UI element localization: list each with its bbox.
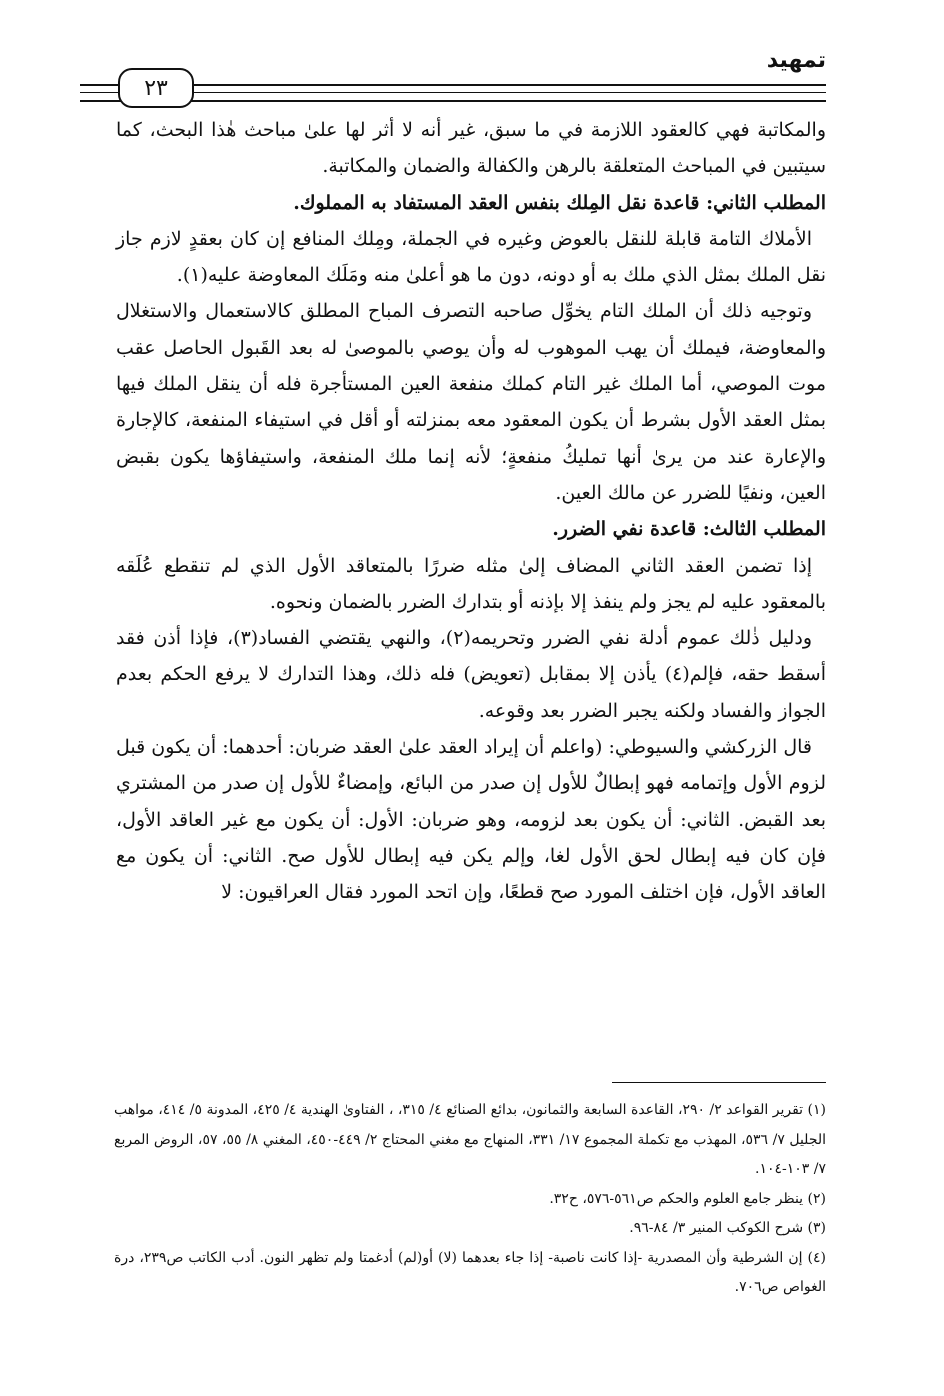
footnote-3: (٣) شرح الكوكب المنير ٣/ ٨٤-٩٦.	[629, 1220, 826, 1236]
section-heading-2: المطلب الثاني: قاعدة نقل المِلك بنفس العقد المستفاد به المملوك.	[293, 191, 826, 214]
paragraph-2: الأملاك التامة قابلة للنقل بالعوض وغيره في الجملة، ومِلك المنافع إن كان بعقدٍ لازم جاز نقل الملك بمثل الذي ملك به أو دونه، دون ما هو أعلىٰ منه ومَلَك المعاوضة عليه(١).	[116, 227, 826, 287]
page-number: ٢٣	[118, 68, 194, 108]
section-heading-3: المطلب الثالث: قاعدة نفي الضرر.	[552, 518, 826, 541]
paragraph-3: وتوجيه ذلك أن الملك التام يخوِّل صاحبه التصرف المباح المطلق كالاستعمال والاستغلال والمعاوضة، فيملك أن يهب الموهوب له وأن يوصي بالموصىٰ له بعد القَبول الحاصل عقب موت الموصي، أما الملك غير التام كملك منفعة العين المستأجرة فله أن ينقل الملك فيها بمثل العقد الأول بشرط أن يكون المعقود معه بمنزلته أو أقل في استيفاء المنفعة، كالإجارة والإعارة عند من يرىٰ أنها تمليكُ منفعةٍ؛ لأنه إنما ملك المنفعة، واستيفاؤها يكون بقبض العين، ونفيًا للضرر عن مالك العين.	[116, 300, 826, 504]
footnote-separator	[612, 1082, 826, 1083]
running-title: تمهيد	[766, 48, 826, 73]
footnote-4: (٤) إن الشرطية وأن المصدرية -إذا كانت ناصبة- إذا جاء بعدهما (لا) أو(لم) أدغمتا ولم تظهر النون. أدب الكاتب ص٢٣٩، درة الغواص ص٧٠٦.	[114, 1249, 826, 1295]
paragraph-6: قال الزركشي والسيوطي: (واعلم أن إيراد العقد علىٰ العقد ضربان: أحدهما: أن يكون قبل لزوم الأول وإتمامه فهو إبطالٌ للأول إن صدر من البائع، وإمضاءٌ للأول إن صدر من المشتري بعد القبض. الثاني: أن يكون بعد لزومه، وهو ضربان: الأول: أن يكون مع غير العاقد الأول، فإن كان فيه إبطال لحق الأول لغا، وإلم يكن فيه إبطال للأول صح. الثاني: أن يكون مع العاقد الأول، فإن اختلف المورد صح قطعًا، وإن اتحد المورد فقال العراقيون: لا	[116, 736, 826, 904]
paragraph-4: إذا تضمن العقد الثاني المضاف إلىٰ مثله ضررًا بالمتعاقد الأول الذي لم تنقطع عُلَقه بالمعقود عليه لم يجز ولم ينفذ إلا بإذنه أو بتدارك الضرر بالضمان ونحوه.	[116, 554, 826, 613]
footnote-2: (٢) ينظر جامع العلوم والحكم ص٥٦١-٥٧٦، ح٣٢.	[549, 1190, 826, 1207]
main-text	[116, 112, 826, 911]
paragraph-1: والمكاتبة فهي كالعقود اللازمة في ما سبق، غير أنه لا أثر لها علىٰ مباحث هٰذا البحث، كما سيتبين في المباحث المتعلقة بالرهن والكفالة والضمان والمكاتبة.	[116, 119, 826, 178]
footnotes	[114, 1096, 826, 1303]
footnote-1: (١) تقرير القواعد ٢/ ٢٩٠، القاعدة السابعة والثمانون، بدائع الصنائع ٤/ ٣١٥، ، الفتاوىٰ الهندية ٤/ ٤٢٥، المدونة ٥/ ٤١٤، مواهب الجليل ٧/ ٥٣٦، المهذب مع تكملة المجموع ١٧/ ٣٣١، المنهاج مع مغني المحتاج ٢/ ٤٤٩-٤٥٠، المغني ٨/ ٥٥، ٥٧، الروض المربع ٧/ ١٠٣-١٠٤.	[114, 1102, 827, 1177]
paragraph-5: ودليل ذٰلك عموم أدلة نفي الضرر وتحريمه(٢)، والنهي يقتضي الفساد(٣)، فإذا أذن فقد أسقط حقه، فإلم(٤) يأذن إلا بمقابل (تعويض) فله ذلك، وهذا التدارك لا يرفع الحكم بعدم الجواز والفساد ولكنه يجبر الضرر بعد وقوعه.	[116, 627, 826, 722]
